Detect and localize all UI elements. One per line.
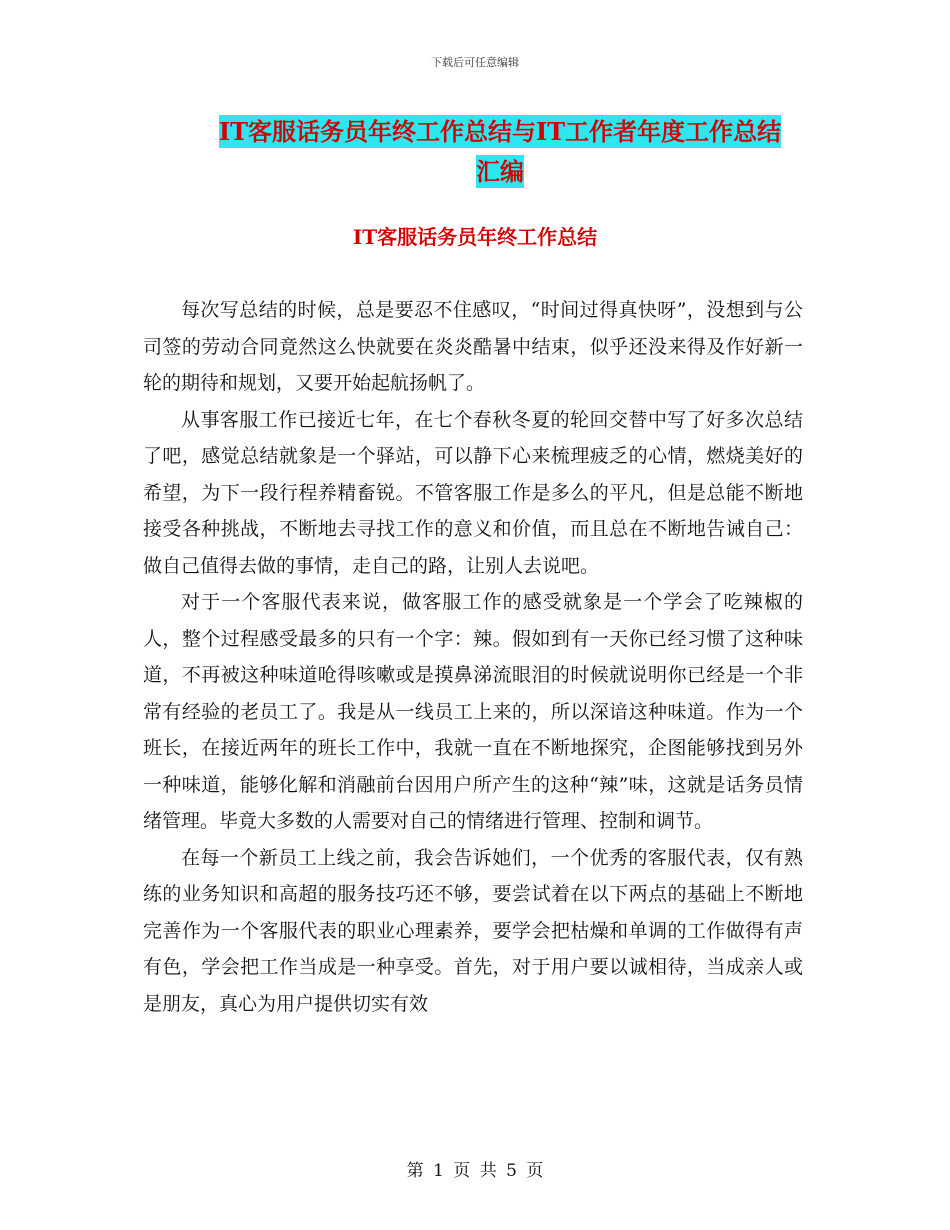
page-footer: 第 1 页 共 5 页 bbox=[406, 1161, 544, 1181]
document-title-line2: 汇编 bbox=[476, 157, 524, 186]
paragraph-3: 对于一个客服代表来说，做客服工作的感受就象是一个学会了吃辣椒的人，整个过程感受最多的只有一个字：辣。假如到有一天你已经习惯了这种味道，不再被这种味道呛得咳嗽或是摸鼻涕流眼泪的时候就说明你已经是一个非常有经验的老员工了。我是从一线员工上来的，所以深谙这种味道。作为一个班长，在接近两年的班长工作中，我就一直在不断地探究，企图能够找到另外一种味道，能够化解和消融前台因用户所产生的这种“辣”味，这就是话务员情绪管理。毕竟大多数的人需要对自己的情绪进行管理、控制和调节。 bbox=[143, 591, 803, 832]
section-title: IT客服话务员年终工作总结 bbox=[352, 225, 598, 249]
document-title bbox=[140, 112, 860, 192]
paragraph-1: 每次写总结的时候，总是要忍不住感叹，“时间过得真快呀”，没想到与公司签的劳动合同竟然这么快就要在炎炎酷暑中结束，似乎还没来得及作好新一轮的期待和规划，又要开始起航扬帆了。 bbox=[143, 299, 803, 394]
header-note: 下载后可任意编辑 bbox=[431, 56, 519, 69]
document-title-line1: IT客服话务员年终工作总结与IT工作者年度工作总结 bbox=[218, 117, 782, 146]
paragraph-2: 从事客服工作已接近七年，在七个春秋冬夏的轮回交替中写了好多次总结了吧，感觉总结就象是一个驿站，可以静下心来梳理疲乏的心情，燃烧美好的希望，为下一段行程养精畜锐。不管客服工作是多么的平凡，但是总能不断地接受各种挑战，不断地去寻找工作的意义和价值，而且总在不断地告诫自己：做自己值得去做的事情，走自己的路，让别人去说吧。 bbox=[143, 408, 803, 577]
paragraph-4: 在每一个新员工上线之前，我会告诉她们，一个优秀的客服代表，仅有熟练的业务知识和高超的服务技巧还不够，要尝试着在以下两点的基础上不断地完善作为一个客服代表的职业心理素养，要学会把枯燥和单调的工作做得有声有色，学会把工作当成是一种享受。首先，对于用户要以诚相待，当成亲人或是朋友，真心为用户提供切实有效 bbox=[143, 846, 803, 1015]
body-text bbox=[143, 292, 803, 1022]
